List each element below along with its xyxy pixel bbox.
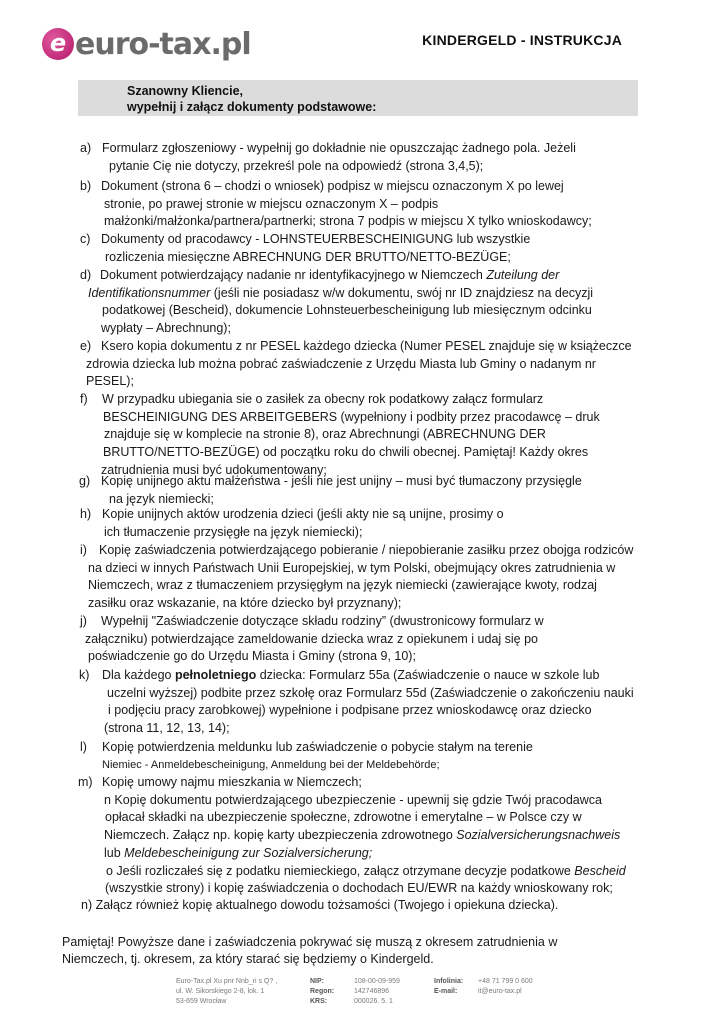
- item-emphasis: Identifikationsnummer: [88, 285, 211, 300]
- item-strong: pełnoletniego: [174, 668, 257, 682]
- footer-contact-values: +48 71 799 0 600 it@euro-tax.pl: [478, 978, 533, 995]
- item-line: stronie, po prawej stronie w miejscu oznaczonym X – podpis: [104, 196, 439, 211]
- item-line: na dzieci w innych Państwach Unii Europejskiej, w tym Polski, obejmujący okres zatrudnienia w: [88, 560, 616, 575]
- item-marker: l): [80, 740, 87, 754]
- item-line: o Jeśli rozliczałeś się z podatku niemieckiego, załącz otrzymane decyzje podatkowe Bescheid: [106, 863, 626, 878]
- closing-line-1: Pamiętaj! Powyższe dane i zaświadczenia pokrywać się muszą z okresem zatrudnienia w: [62, 935, 558, 949]
- item-marker: b): [80, 179, 92, 193]
- item-line: poświadczenie go do Urzędu Miasta i Gminy (strona 9, 10);: [88, 649, 416, 664]
- item-line: pytanie Cię nie dotyczy, przekreśl pole na odpowiedź (strona 3,4,5);: [109, 158, 484, 173]
- company-logo: [42, 22, 251, 66]
- item-line: Dla każdego pełnoletniego dziecka: Formularz 55a (Zaświadczenie o nauce w szkole lub: [102, 668, 600, 682]
- logo-mark: e: [42, 28, 74, 60]
- item-line: PESEL);: [86, 374, 134, 389]
- greeting-line-1: Szanowny Kliencie,: [127, 84, 244, 98]
- item-line: Kopię umowy najmu mieszkania w Niemczech;: [102, 775, 362, 789]
- item-line: n) Załącz również kopię aktualnego dowodu tożsamości (Twojego i opiekuna dziecka).: [81, 898, 559, 912]
- item-emphasis: Sozialversicherungsnachweis: [456, 828, 621, 843]
- item-line: (strona 11, 12, 13, 14);: [104, 721, 230, 736]
- item-line: Kopię zaświadczenia potwierdzającego pobieranie / niepobieranie zasiłku przez obojga rodziców: [99, 543, 634, 557]
- item-line: Formularz zgłoszeniowy - wypełnij go dokładnie nie opuszczając żadnego pola. Jeżeli: [102, 141, 576, 155]
- item-line: Niemczech, wraz z tłumaczeniem przysięgłym na język niemiecki (zawierające kwoty, rodzaj: [88, 578, 597, 593]
- item-line: (wszystkie strony) i kopię zaświadczenia o dochodach EU/EWR na każdy wnioskowany rok;: [105, 881, 613, 896]
- item-line: ich tłumaczenie przysięgłe na język niemiecki);: [104, 524, 363, 539]
- item-line: BRUTTO/NETTO-BEZÜGE) od początku roku do chwili obecnej. Pamiętaj! Każdy okres: [103, 445, 589, 460]
- item-marker: h): [80, 507, 92, 521]
- item-marker: d): [80, 268, 92, 282]
- item-line: BESCHEINIGUNG DES ARBEITGEBERS (wypełniony i podbity przez pracodawcę – druk: [103, 409, 600, 424]
- closing-line-2: Niemczech, tj. okresem, za który starać się będziemy o Kindergeld.: [62, 952, 434, 966]
- item-line: zatrudnienia musi być udokumentowany;: [101, 462, 327, 477]
- item-line: zasiłku oraz wskazanie, na które dziecko był przyznany);: [88, 596, 402, 611]
- item-line: i podjęciu pracy zarobkowej) wypełnione i podpisane przez wnioskodawcę oraz dziecko: [108, 703, 592, 718]
- item-line: Kopie unijnych aktów urodzenia dzieci (jeśli akty nie są unijne, prosimy o: [102, 507, 504, 521]
- item-line: wypłaty – Abrechnung);: [101, 321, 231, 336]
- footer-registry-labels: NIP: Regon: KRS:: [310, 978, 335, 1005]
- item-line: podatkowej (Bescheid), dokumencie Lohnsteuerbescheinigung lub miesięcznym odcinku: [102, 303, 592, 318]
- item-line: na język niemiecki;: [109, 491, 214, 506]
- item-marker: c): [80, 232, 91, 246]
- item-line: Niemiec - Anmeldebescheinigung, Anmeldung bei der Meldebehörde;: [102, 758, 440, 771]
- item-line: Dokument (strona 6 – chodzi o wniosek) podpisz w miejscu oznaczonym X po lewej: [101, 179, 564, 193]
- item-marker: m): [78, 775, 93, 789]
- item-emphasis: Bescheid: [574, 863, 626, 878]
- item-line: załączniku) potwierdzające zameldowanie dziecka wraz z opiekunem i udaj się po: [85, 631, 539, 646]
- item-line: zdrowia dziecka lub można pobrać zaświadczenie z Urzędu Miasta lub Gminy o nadanym nr: [86, 356, 596, 371]
- document-title: KINDERGELD - INSTRUKCJA: [422, 32, 622, 48]
- footer-address: Euro-Tax.pl Xu pnr Nnb_ri s Q? , ul. W. Sikorskiego 2-8, lok. 1 53-659 Wrocław: [176, 978, 278, 1005]
- item-marker: f): [80, 392, 88, 406]
- item-line: Kopię potwierdzenia meldunku lub zaświadczenie o pobycie stałym na terenie: [102, 740, 533, 754]
- item-line: opłacał składki na ubezpieczenie społeczne, zdrowotne i emerytalne – w Polsce czy w: [105, 810, 582, 825]
- footer-registry-values: 108-00-09-959 142746896 000026. 5. 1: [354, 978, 400, 1005]
- item-marker: a): [80, 141, 92, 155]
- item-marker: j): [80, 614, 87, 628]
- item-line: znajduje się w komplecie na stronie 8), oraz Abrechnungi (ABRECHNUNG DER: [104, 427, 546, 442]
- logo-text: euro-tax.pl: [75, 26, 251, 62]
- item-marker: i): [80, 543, 87, 557]
- item-marker: k): [79, 668, 90, 682]
- item-line: Dokumenty od pracodawcy - LOHNSTEUERBESCHEINIGUNG lub wszystkie: [101, 232, 531, 246]
- item-marker: e): [80, 339, 92, 353]
- item-line: lub Meldebescheinigung zur Sozialversicherung;: [104, 845, 373, 860]
- item-emphasis: Meldebescheinigung zur Sozialversicherung;: [124, 845, 373, 860]
- item-line: małżonki/małżonka/partnera/partnerki; strona 7 podpis w miejscu X tylko wnioskodawcy;: [104, 214, 592, 229]
- item-line: Identifikationsnummer (jeśli nie posiadasz w/w dokumentu, swój nr ID znajdziesz na decyzji: [88, 285, 594, 300]
- greeting-line-2: wypełnij i załącz dokumenty podstawowe:: [127, 100, 377, 114]
- item-line: Kopię unijnego aktu małżeństwa - jeśli nie jest unijny – musi być tłumaczony przysięgle: [101, 474, 582, 488]
- item-emphasis: Zuteilung der: [486, 268, 560, 282]
- item-marker: g): [79, 474, 91, 488]
- item-line: Niemczech. Załącz np. kopię karty ubezpieczenia zdrowotnego Sozialversicherungsnachweis: [104, 828, 621, 843]
- item-line: Dokument potwierdzający nadanie nr identyfikacyjnego w Niemczech Zuteilung der: [100, 268, 560, 282]
- footer-contact-labels: Infolinia: E-mail:: [434, 978, 464, 995]
- item-line: Ksero kopia dokumentu z nr PESEL każdego dziecka (Numer PESEL znajduje się w książeczce: [101, 339, 632, 353]
- item-line: n Kopię dokumentu potwierdzającego ubezpieczenie - upewnij się gdzie Twój pracodawca: [104, 792, 602, 807]
- item-line: W przypadku ubiegania sie o zasiłek za obecny rok podatkowy załącz formularz: [102, 392, 544, 406]
- item-line: rozliczenia miesięczne ABRECHNUNG DER BRUTTO/NETTO-BEZÜGE;: [105, 249, 511, 264]
- item-line: uczelni wyższej) podbite przez szkołę oraz Formularz 55d (Zaświadczenie o zakończeniu nauki: [107, 685, 634, 700]
- item-line: Wypełnij "Zaświadczenie dotyczące składu rodziny” (dwustronicowy formularz w: [101, 614, 544, 628]
